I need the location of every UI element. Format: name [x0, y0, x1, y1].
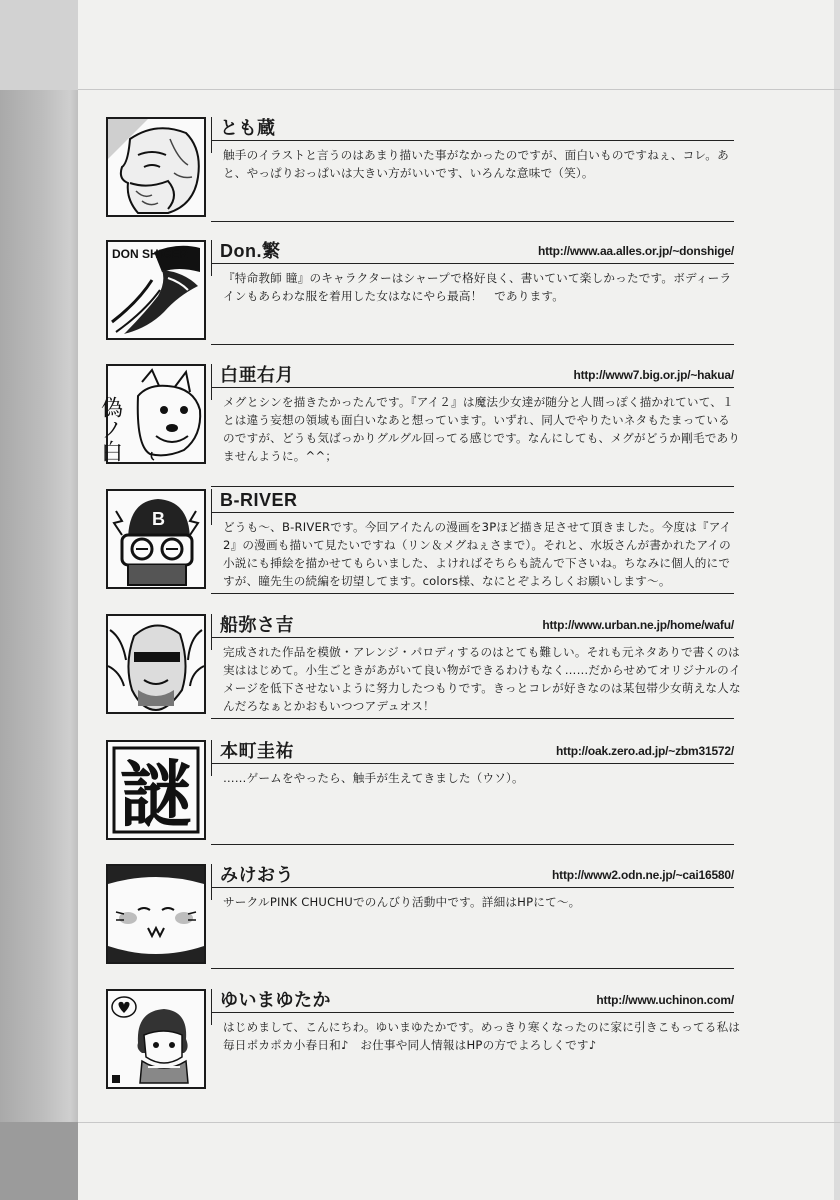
old-man-portrait-icon: [106, 117, 206, 217]
contributor-comment: 完成された作品を模倣・アレンジ・パロディするのはとても難しい。それも元ネタありで書くのは実ははじめて。小生ごときがあがいて良い物ができるわけもなく……だからせめてオリジナルのイメージを低下させないように努力したつもりです。きっとコレが好きなのは某包帯少女萌えな人なんだろなぁとかおもいつつアデュオス！: [223, 645, 741, 713]
contributor-entry: [97, 364, 746, 470]
entry-divider: [211, 344, 734, 345]
footer-rule: [78, 1122, 840, 1123]
title-tick: [211, 740, 212, 776]
contributor-entry: [106, 489, 746, 595]
entry-divider: [211, 593, 734, 594]
contributor-comment: サークルPINK CHUCHUでのんびり活動中です。詳細はHPにて～。: [223, 895, 581, 909]
entry-divider: [211, 221, 734, 222]
contributor-name: 白亜右月: [220, 365, 294, 385]
contributor-entry: [106, 740, 746, 846]
entry-divider: [211, 844, 734, 845]
don-shiger-logo-icon: [106, 240, 206, 340]
avatar-caption: 偽ノ白: [97, 396, 123, 462]
contributor-url[interactable]: http://www.uchinon.com/: [596, 993, 734, 1007]
entry-divider: [211, 968, 734, 969]
avatar-caption: DON SHIGER: [112, 247, 189, 261]
contributor-entry: [106, 989, 746, 1095]
dog-face-icon: [97, 364, 206, 464]
spine-bottom-band: [0, 1122, 78, 1200]
avatar-caption: B: [152, 509, 165, 529]
title-rule: [211, 763, 734, 764]
contributor-comment: メグとシンを描きたかったんです。『アイ２』は魔法少女達が随分と人間っぽく描かれていて、１とは違う妄想の領域も面白いなあと想っています。いずれ、同人でやりたいネタもたまっているのですが、どうも気ばっかりグルグル回ってる感じです。なんにしても、メグがどうか剛毛でありませんように。^^；: [223, 395, 741, 463]
helmet-character-icon: [106, 489, 206, 589]
contributor-comment: ……ゲームをやったら、触手が生えてきました（ウソ）。: [223, 771, 524, 785]
contributor-entry: [106, 117, 746, 223]
contributor-url[interactable]: http://www2.odn.ne.jp/~cai16580/: [552, 868, 734, 882]
avatar-caption: 謎: [119, 753, 193, 837]
kanji-box-icon: [106, 740, 206, 840]
page-right-edge: [834, 0, 840, 1200]
title-rule: [211, 1012, 734, 1013]
contributor-entry: [106, 614, 746, 720]
title-rule: [211, 263, 734, 264]
title-rule: [211, 887, 734, 888]
title-rule: [211, 512, 734, 513]
girl-with-heart-icon: [106, 989, 206, 1089]
title-rule: [211, 637, 734, 638]
contributor-name: みけおう: [220, 865, 294, 885]
entry-divider: [211, 486, 734, 487]
title-tick: [211, 364, 212, 400]
contributor-entry: [106, 240, 746, 346]
contributor-comment: 触手のイラストと言うのはあまり描いた事がなかったのですが、面白いものですねぇ、コレ。あと、やっぱりおっぱいは大きい方がいいです、いろんな意味で（笑）。: [223, 148, 729, 180]
title-rule: [211, 140, 734, 141]
title-tick: [211, 240, 212, 276]
masked-man-portrait-icon: [106, 614, 206, 714]
contributor-name: ゆいまゆたか: [220, 990, 331, 1010]
title-tick: [211, 989, 212, 1025]
contributor-comment: 『特命教師 瞳』のキャラクターはシャープで格好良く、書いていて楽しかったです。ボディーラインもあらわな服を着用した女はなにやら最高！ であります。: [223, 271, 732, 303]
contributor-name: とも蔵: [220, 118, 276, 138]
contributor-name: Don.繁: [220, 241, 281, 261]
title-rule: [211, 387, 734, 388]
contributor-entry: [106, 864, 746, 970]
contributor-url[interactable]: http://www.urban.ne.jp/home/wafu/: [542, 618, 734, 632]
contributor-name: 本町圭祐: [220, 741, 294, 761]
contributor-name: 船弥さ吉: [220, 615, 294, 635]
contributor-url[interactable]: http://www7.big.or.jp/~hakua/: [573, 368, 734, 382]
spine-top-band: [0, 0, 78, 90]
contributor-comment: はじめまして、こんにちわ。ゆいまゆたかです。めっきり寒くなったのに家に引きこもってる私は毎日ポカポカ小春日和♪ お仕事や同人情報はHPの方でよろしくです♪: [223, 1020, 741, 1052]
contributor-comment: どうも～、B-RIVERです。今回アイたんの漫画を3Pほど描き足させて頂きました。今度は『アイ2』の漫画も描いて見たいですね（リン＆メグねぇさまで）。それと、水坂さんが書かれたアイの小説にも挿絵を描かせてもらいました、よければそちらも読んで下さいね。ちなみに個人的にですが、瞳先生の続編を切望してます。colors様、なにとぞよろしくお願いします～。: [223, 520, 732, 588]
entry-divider: [211, 718, 734, 719]
contributor-url[interactable]: http://www.aa.alles.or.jp/~donshige/: [537, 244, 734, 258]
title-tick: [211, 864, 212, 900]
cat-face-icon: [106, 864, 206, 964]
title-tick: [211, 489, 212, 525]
page-spine-shade: [0, 0, 78, 1200]
title-tick: [211, 614, 212, 650]
header-rule: [78, 89, 840, 90]
title-tick: [211, 117, 212, 153]
contributor-url[interactable]: http://oak.zero.ad.jp/~zbm31572/: [556, 744, 734, 758]
contributor-name: B-RIVER: [220, 490, 298, 510]
